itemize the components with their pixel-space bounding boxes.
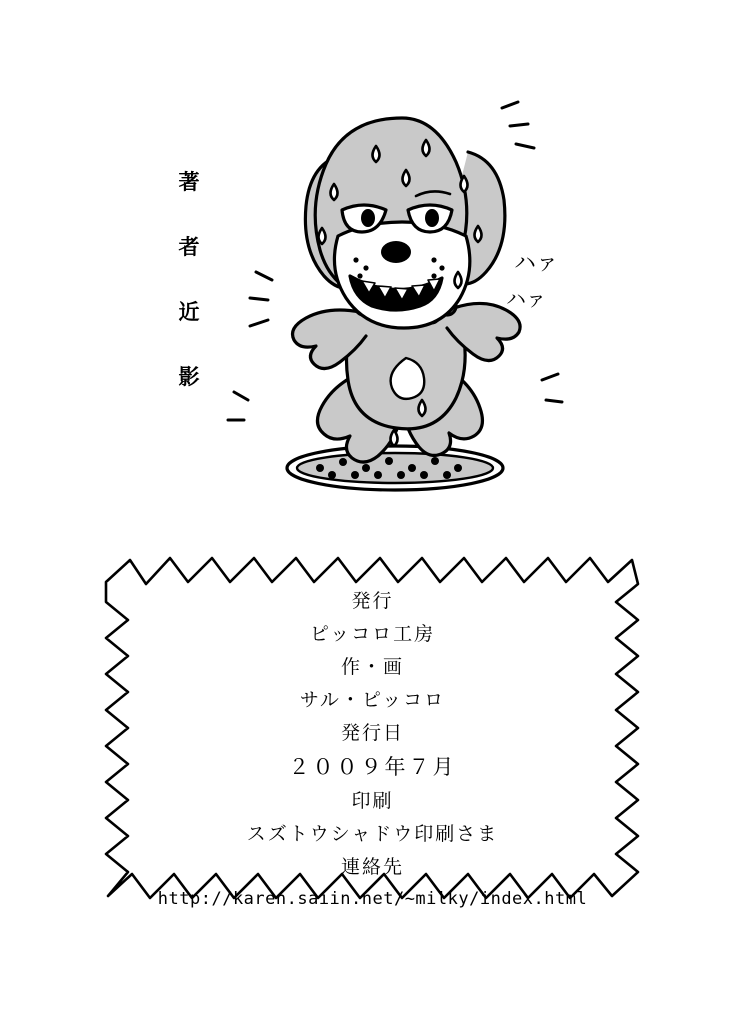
colophon-line-8: スズトウシャドウ印刷さま xyxy=(246,823,499,845)
rug-ellipse xyxy=(287,446,503,490)
colophon-line-5: 発行日 xyxy=(340,722,404,744)
colophon-line-2: ピッコロ工房 xyxy=(309,623,436,645)
nose xyxy=(381,241,411,263)
sfx-2: ハァ xyxy=(506,287,546,311)
colophon-text-block xyxy=(100,592,645,922)
illustration-sweating-dog xyxy=(210,100,570,520)
colophon-line-9: 連絡先 xyxy=(340,856,404,878)
vertical-caption xyxy=(172,172,206,432)
caption-char-1: 著 xyxy=(178,170,200,194)
colophon-line-6: ２００９年７月 xyxy=(288,755,457,779)
colophon-line-7: 印刷 xyxy=(351,790,394,812)
colophon-contact-url: http://karen.saiin.net/~milky/index.html xyxy=(157,889,588,909)
caption-char-2: 者 xyxy=(178,235,200,259)
colophon-box xyxy=(100,548,645,908)
sfx-text xyxy=(506,251,558,311)
colophon-line-1: 発行 xyxy=(351,590,394,612)
colophon-line-4: サル・ピッコロ xyxy=(299,689,446,711)
colophon-line-3: 作・画 xyxy=(340,656,404,678)
caption-char-3: 近 xyxy=(178,300,200,324)
sfx-1: ハァ xyxy=(514,251,559,276)
caption-char-4: 影 xyxy=(178,365,200,389)
